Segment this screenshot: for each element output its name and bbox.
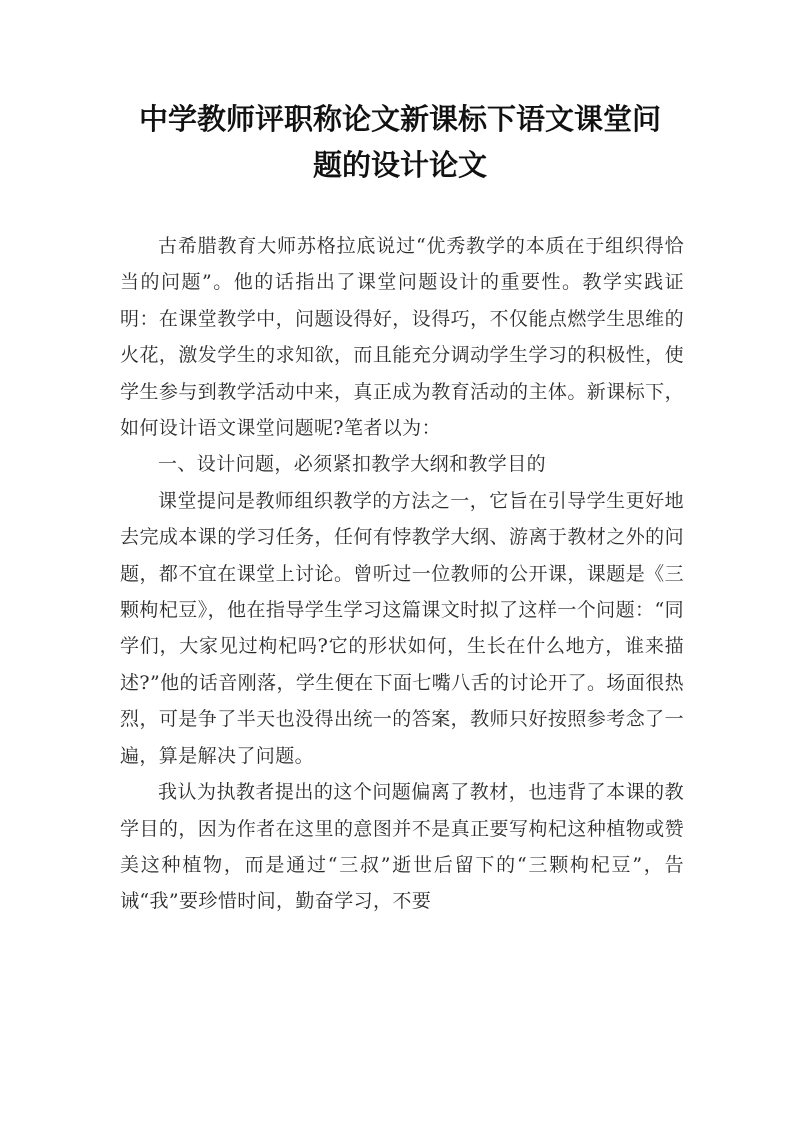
document-title [112, 96, 688, 188]
document-body [120, 228, 684, 920]
section-heading-1: 一、设计问题，必须紧扣教学大纲和教学目的 [158, 453, 547, 476]
title-line-1: 中学教师评职称论文新课标下语文课堂问 [138, 102, 661, 136]
paragraph-classroom-questioning: 课堂提问是教师组织教学的方法之一，它旨在引导学生更好地去完成本课的学习任务，任何有悖教学大纲、游离于教材之外的问题，都不宜在课堂上讨论。曾听过一位教师的公开课，课题是《三颗枸杞豆》，他在指导学生学习这篇课文时拟了这样一个问题：“同学们，大家见过枸杞吗?它的形状如何，生长在什么地方，谁来描述?”他的话音刚落，学生便在下面七嘴八舌的讨论开了。场面很热烈，可是争了半天也没得出统一的答案，教师只好按照参考念了一遍，算是解决了问题。 [120, 489, 684, 767]
paragraph-intro: 古希腊教育大师苏格拉底说过“优秀教学的本质在于组织得恰当的问题”。他的话指出了课堂问题设计的重要性。教学实践证明：在课堂教学中，问题设得好，设得巧，不仅能点燃学生思维的火花，激发学生的求知欲，而且能充分调动学生学习的积极性，使学生参与到教学活动中来，真正成为教育活动的主体。新课标下，如何设计语文课堂问题呢?笔者以为： [120, 235, 684, 440]
title-line-2: 题的设计论文 [312, 148, 487, 182]
paragraph-author-opinion: 我认为执教者提出的这个问题偏离了教材，也违背了本课的教学目的，因为作者在这里的意图并不是真正要写枸杞这种植物或赞美这种植物，而是通过“三叔”逝世后留下的“三颗枸杞豆”，告诫“我”要珍惜时间，勤奋学习，不要 [120, 781, 684, 913]
